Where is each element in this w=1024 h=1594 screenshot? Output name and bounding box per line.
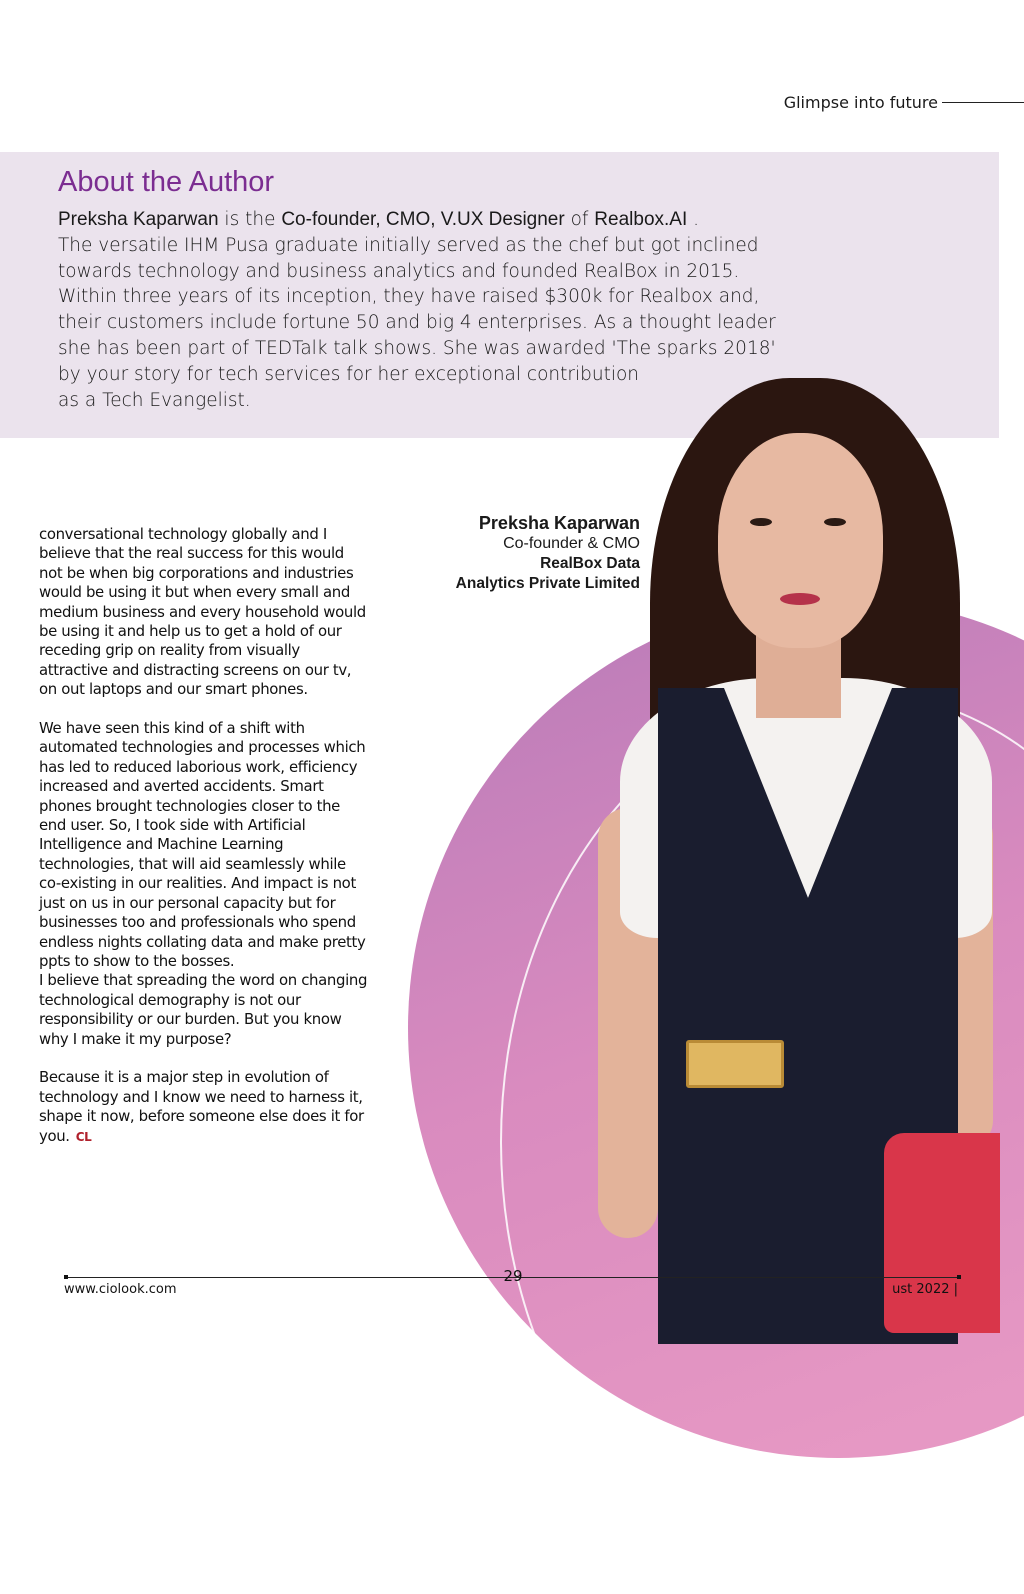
author-role: Co-founder, CMO, V.UX Designer xyxy=(281,209,565,230)
footer-date: ust 2022 | xyxy=(892,1282,958,1297)
article-paragraph: We have seen this kind of a shift with automated technologies and processes which has led to reduced laborious work, efficiency increased and averted accidents. Smart phones brought technologies closer to the end user. So, I took side with Artificial Intelligence and Machine Learning technologies, that will aid seamlessly while co-existing in our realities. And impact is not just on us in our personal capacity but for businesses too and professionals who spend endless nights collating data and make pretty ppts to show to the bosses. xyxy=(39,719,366,970)
article-paragraph: I believe that spreading the word on changing technological demography is not our responsibility or our burden. But you know why I make it my purpose? xyxy=(39,971,368,1048)
page-number: 29 xyxy=(503,1267,523,1285)
portrait-belt xyxy=(686,1040,784,1088)
portrait-clutch xyxy=(884,1133,1000,1333)
section-rule xyxy=(942,102,1024,103)
about-line: their customers include fortune 50 and big 4 enterprises. As a thought leader xyxy=(58,312,776,334)
caption-role: Co-founder & CMO xyxy=(503,535,640,552)
portrait-lips xyxy=(780,593,820,605)
author-name: Preksha Kaparwan xyxy=(58,209,219,230)
author-company: Realbox.AI xyxy=(594,209,688,230)
portrait-eye-left xyxy=(750,518,772,526)
about-line: she has been part of TEDTalk talk shows. She was awarded 'The sparks 2018' xyxy=(58,337,776,359)
article-paragraph: conversational technology globally and I believe that the real success for this would not be when big corporations and industries would be using it but when every small and medium business and every household would be using it and help us to get a hold of our receding grip on reality from visually attractive and distracting screens on our tv, on out laptops and our smart phones. xyxy=(39,525,366,699)
about-line: as a Tech Evangelist. xyxy=(58,389,251,411)
article-body xyxy=(39,525,369,1166)
footer-dot-right xyxy=(957,1275,961,1279)
footer-dot-left xyxy=(64,1275,68,1279)
section-header xyxy=(784,90,1024,114)
article-paragraph-last xyxy=(39,1068,369,1147)
portrait-face xyxy=(718,433,883,648)
footer-url: www.ciolook.com xyxy=(64,1282,177,1297)
photo-caption xyxy=(456,512,640,594)
author-portrait xyxy=(598,378,1000,1344)
about-line: . xyxy=(687,209,700,230)
end-mark-icon: CL xyxy=(75,1129,92,1144)
about-line: by your story for tech services for her exceptional contribution xyxy=(58,363,640,385)
section-title: Glimpse into future xyxy=(783,92,938,112)
about-is-the: is the xyxy=(218,209,282,230)
caption-company-line2: Analytics Private Limited xyxy=(455,575,640,592)
portrait-eye-right xyxy=(824,518,846,526)
about-line: towards technology and business analytics and founded RealBox in 2015. xyxy=(58,260,740,282)
article-paragraph: Because it is a major step in evolution of technology and I know we need to harness it, shape it now, before someone else does it for you. xyxy=(39,1068,364,1145)
about-of: of xyxy=(564,209,595,230)
about-line: Within three years of its inception, they have raised $300k for Realbox and, xyxy=(58,286,760,308)
caption-name: Preksha Kaparwan xyxy=(478,513,640,533)
about-title: About the Author xyxy=(58,166,275,198)
about-line: The versatile IHM Pusa graduate initially served as the chef but got inclined xyxy=(58,234,759,256)
caption-company-line1: RealBox Data xyxy=(540,555,640,572)
